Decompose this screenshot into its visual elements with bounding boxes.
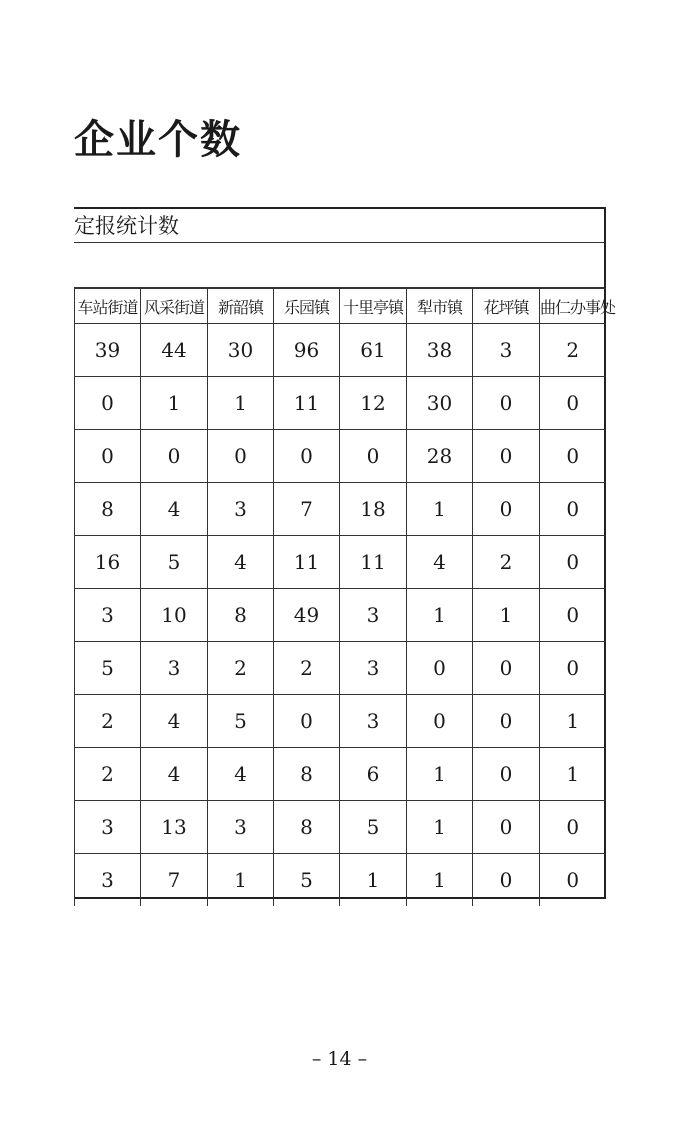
column-header: 车站街道: [75, 289, 141, 324]
table-cell: 1: [540, 695, 606, 748]
table-cell: 12: [340, 377, 407, 430]
table-cell: 0: [540, 430, 606, 483]
table-row: [75, 377, 606, 430]
table-row: [75, 324, 606, 377]
table-cell: 1: [473, 589, 540, 642]
table-cell: 4: [141, 483, 208, 536]
table-cell: 30: [208, 324, 274, 377]
table-cell: 3: [208, 801, 274, 854]
table-row: [75, 748, 606, 801]
table-cell: 3: [340, 642, 407, 695]
table-cell: 5: [274, 854, 340, 907]
table-cell: 0: [540, 377, 606, 430]
table-cell: 0: [75, 377, 141, 430]
column-header: 新韶镇: [208, 289, 274, 324]
table-cell: 0: [540, 642, 606, 695]
table-cell: 0: [473, 430, 540, 483]
table-cell: 2: [274, 642, 340, 695]
table-cell: 0: [274, 695, 340, 748]
table-cell: 0: [340, 430, 407, 483]
table-cell: 0: [473, 748, 540, 801]
table-cell: 5: [208, 695, 274, 748]
column-header: 乐园镇: [274, 289, 340, 324]
table-cell: 0: [407, 642, 473, 695]
table-cell: 96: [274, 324, 340, 377]
table-cell: 1: [407, 589, 473, 642]
table-cell: 0: [473, 695, 540, 748]
table-cell: 0: [540, 801, 606, 854]
table-blank-row: [74, 243, 604, 288]
table-cell: 61: [340, 324, 407, 377]
column-header: 犁市镇: [407, 289, 473, 324]
table-cell: 3: [473, 324, 540, 377]
table-cell: 3: [340, 695, 407, 748]
table-body: [75, 324, 606, 907]
column-header: 曲仁办事处: [540, 289, 606, 324]
table-cell: 4: [208, 748, 274, 801]
table-cell: 39: [75, 324, 141, 377]
table-cell: 5: [141, 536, 208, 589]
table-cell: 1: [540, 748, 606, 801]
table-cell: 4: [208, 536, 274, 589]
table-cell: 49: [274, 589, 340, 642]
data-grid: [74, 288, 616, 906]
table-cell: 8: [75, 483, 141, 536]
table-row: [75, 801, 606, 854]
table-cell: 5: [340, 801, 407, 854]
section-label: 定报统计数: [74, 209, 604, 243]
table-cell: 6: [340, 748, 407, 801]
table-cell: 1: [407, 854, 473, 907]
table-cell: 28: [407, 430, 473, 483]
table-cell: 3: [75, 854, 141, 907]
table-cell: 1: [407, 483, 473, 536]
enterprise-count-table: [74, 207, 616, 899]
table-cell: 0: [540, 536, 606, 589]
table-cell: 4: [141, 748, 208, 801]
table-cell: 0: [407, 695, 473, 748]
table-cell: 44: [141, 324, 208, 377]
table-cell: 2: [75, 748, 141, 801]
table-cell: 38: [407, 324, 473, 377]
header-row: [75, 289, 606, 324]
table-cell: 0: [540, 483, 606, 536]
column-header: 风采街道: [141, 289, 208, 324]
table-cell: 3: [340, 589, 407, 642]
table-cell: 0: [274, 430, 340, 483]
column-header: 花坪镇: [473, 289, 540, 324]
table-row: [75, 642, 606, 695]
table-cell: 1: [208, 377, 274, 430]
table-cell: 3: [75, 801, 141, 854]
table-cell: 1: [141, 377, 208, 430]
page-title: 企业个数: [74, 116, 242, 163]
table-row: [75, 589, 606, 642]
table-cell: 11: [274, 536, 340, 589]
table-cell: 0: [473, 801, 540, 854]
table-cell: 1: [208, 854, 274, 907]
table-cell: 4: [141, 695, 208, 748]
column-header: 十里亭镇: [340, 289, 407, 324]
table-row: [75, 483, 606, 536]
table-cell: 0: [208, 430, 274, 483]
table-cell: 2: [75, 695, 141, 748]
table-cell: 30: [407, 377, 473, 430]
table-cell: 0: [75, 430, 141, 483]
table-cell: 3: [75, 589, 141, 642]
table-cell: 1: [407, 748, 473, 801]
table-cell: 8: [274, 801, 340, 854]
table-cell: 2: [473, 536, 540, 589]
table-cell: 0: [473, 642, 540, 695]
table-cell: 11: [340, 536, 407, 589]
table-cell: 0: [473, 854, 540, 907]
table-cell: 8: [274, 748, 340, 801]
table-cell: 0: [540, 854, 606, 907]
table-cell: 3: [141, 642, 208, 695]
table-cell: 13: [141, 801, 208, 854]
table-cell: 1: [407, 801, 473, 854]
table-cell: 0: [473, 483, 540, 536]
table-cell: 1: [340, 854, 407, 907]
table-cell: 7: [141, 854, 208, 907]
table-row: [75, 695, 606, 748]
table-cell: 3: [208, 483, 274, 536]
table-row: [75, 536, 606, 589]
table-cell: 0: [473, 377, 540, 430]
table-cell: 16: [75, 536, 141, 589]
table-cell: 7: [274, 483, 340, 536]
table-cell: 2: [208, 642, 274, 695]
table-row: [75, 430, 606, 483]
table-cell: 11: [274, 377, 340, 430]
table-cell: 5: [75, 642, 141, 695]
table-cell: 18: [340, 483, 407, 536]
table-cell: 2: [540, 324, 606, 377]
table-cell: 0: [540, 589, 606, 642]
table-cell: 10: [141, 589, 208, 642]
table-row: [75, 854, 606, 907]
table-cell: 4: [407, 536, 473, 589]
table-cell: 0: [141, 430, 208, 483]
page-number: – 14 –: [311, 1048, 368, 1070]
table-cell: 8: [208, 589, 274, 642]
